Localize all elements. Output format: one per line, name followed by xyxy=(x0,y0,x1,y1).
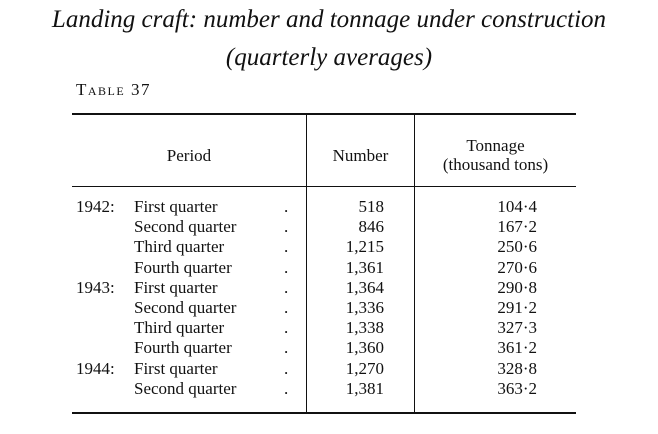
row-leader-dot: . xyxy=(284,217,289,237)
row-number: 1,336 xyxy=(345,297,384,317)
table-row xyxy=(0,379,658,399)
top-rule xyxy=(72,113,576,115)
table-row xyxy=(0,298,658,318)
row-leader-dot: . xyxy=(284,277,289,297)
table-body xyxy=(0,197,658,399)
row-number: 518 xyxy=(358,197,384,216)
row-quarter: Third quarter xyxy=(134,237,225,257)
table-row xyxy=(0,197,658,217)
table-row xyxy=(0,217,658,237)
header-tonnage-label: Tonnage xyxy=(466,136,525,155)
row-quarter: Second quarter xyxy=(134,217,237,237)
row-number: 846 xyxy=(358,217,384,237)
row-leader-dot: . xyxy=(284,318,289,338)
row-number: 1,270 xyxy=(345,358,384,378)
table-row xyxy=(0,278,658,298)
row-tonnage: 363·2 xyxy=(497,378,537,398)
header-tonnage-unit: (thousand tons) xyxy=(442,155,549,174)
row-leader-dot: . xyxy=(284,237,289,257)
table-row xyxy=(0,258,658,278)
row-quarter: First quarter xyxy=(134,197,218,216)
row-leader-dot: . xyxy=(284,297,289,317)
bottom-rule xyxy=(72,412,576,414)
table-number-label: Table 37 xyxy=(76,80,151,99)
table-subtitle: (quarterly averages) xyxy=(225,44,433,71)
row-tonnage: 104·4 xyxy=(497,197,537,216)
row-tonnage: 290·8 xyxy=(497,277,537,297)
row-leader-dot: . xyxy=(284,197,289,216)
row-tonnage: 270·6 xyxy=(497,257,537,277)
row-leader-dot: . xyxy=(284,257,289,277)
row-quarter: Fourth quarter xyxy=(134,338,232,358)
header-rule xyxy=(72,186,576,187)
table-row xyxy=(0,359,658,379)
row-number: 1,360 xyxy=(345,338,384,358)
row-tonnage: 327·3 xyxy=(497,318,537,338)
table-title: Landing craft: number and tonnage under construction xyxy=(51,6,607,33)
row-tonnage: 328·8 xyxy=(497,358,537,378)
row-tonnage: 167·2 xyxy=(497,217,537,237)
table-row xyxy=(0,237,658,257)
table-row xyxy=(0,338,658,358)
row-quarter: Second quarter xyxy=(134,378,237,398)
row-number: 1,338 xyxy=(345,318,384,338)
row-quarter: Second quarter xyxy=(134,297,237,317)
row-year: 1944: xyxy=(76,358,115,378)
row-quarter: Fourth quarter xyxy=(134,257,232,277)
header-tonnage xyxy=(415,136,576,174)
row-leader-dot: . xyxy=(284,338,289,358)
row-tonnage: 250·6 xyxy=(497,237,537,257)
row-tonnage: 291·2 xyxy=(497,297,537,317)
row-leader-dot: . xyxy=(284,358,289,378)
header-number: Number xyxy=(332,146,389,165)
row-year: 1942: xyxy=(76,197,115,216)
row-quarter: First quarter xyxy=(134,277,218,297)
row-year: 1943: xyxy=(76,277,115,297)
row-number: 1,364 xyxy=(345,277,384,297)
row-quarter: First quarter xyxy=(134,358,218,378)
row-number: 1,215 xyxy=(345,237,384,257)
row-number: 1,361 xyxy=(345,257,384,277)
row-leader-dot: . xyxy=(284,378,289,398)
header-period: Period xyxy=(166,146,212,165)
row-tonnage: 361·2 xyxy=(497,338,537,358)
table-row xyxy=(0,318,658,338)
row-number: 1,381 xyxy=(345,378,384,398)
row-quarter: Third quarter xyxy=(134,318,225,338)
